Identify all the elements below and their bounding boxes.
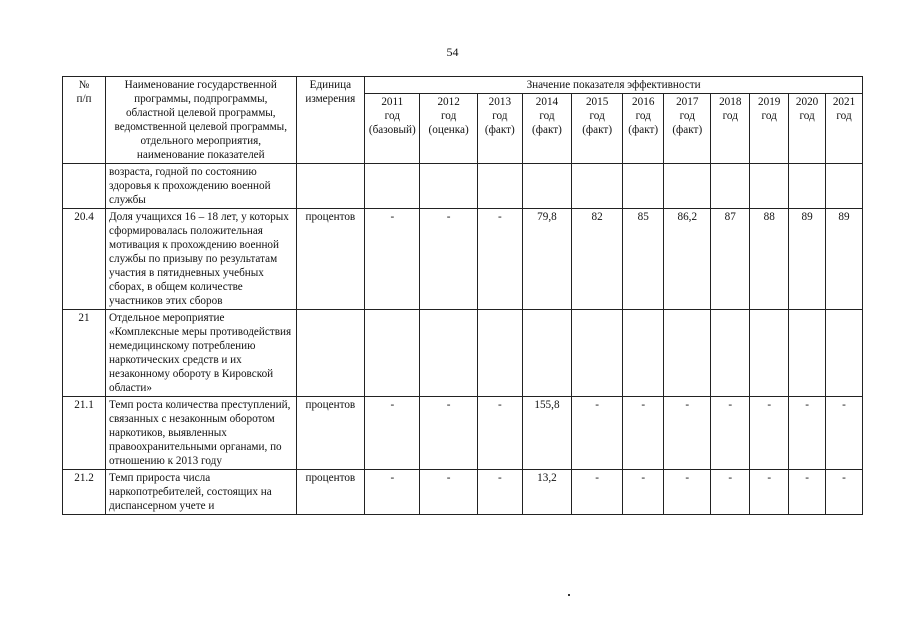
indicator-value: 82 [572,209,623,310]
row-number: 20.4 [63,209,106,310]
indicator-value: - [664,470,711,515]
header-year: 2021 год [826,94,863,164]
unit-of-measure: процентов [296,397,365,470]
indicator-value: - [623,397,664,470]
header-year: 2013 год (факт) [477,94,522,164]
indicator-name: Отдельное мероприятие «Комплексные меры противодействия немедицинскому потреблению наркотических средств и их незаконному обороту в Кировской области» [106,310,297,397]
indicator-value [420,310,477,397]
indicator-value: 79,8 [522,209,571,310]
indicator-value: - [750,470,789,515]
indicator-value [664,164,711,209]
table-row [63,397,863,470]
indicator-value: 88 [750,209,789,310]
indicator-value [711,310,750,397]
indicator-value [477,164,522,209]
indicator-value [826,310,863,397]
indicator-value: - [711,470,750,515]
table-row [63,470,863,515]
indicator-value: - [572,470,623,515]
indicator-name: Доля учащихся 16 – 18 лет, у которых сформировалась положительная мотивация к прохождению военной службы по призыву по результатам участия в пятидневных учебных сборах, в общем количестве участников этих сборов [106,209,297,310]
header-group-title: Значение показателя эффективности [365,77,863,94]
indicator-value: - [477,209,522,310]
header-year: 2015 год (факт) [572,94,623,164]
indicator-value [789,164,826,209]
indicator-value: - [826,397,863,470]
indicator-value: - [623,470,664,515]
indicator-value [572,310,623,397]
indicator-value: - [365,209,420,310]
header-num: № п/п [63,77,106,164]
row-number [63,164,106,209]
indicator-value [365,310,420,397]
header-unit: Единица измерения [296,77,365,164]
indicator-value [522,164,571,209]
indicators-table [62,76,863,515]
page-number: 54 [446,45,459,59]
row-number: 21 [63,310,106,397]
stray-dot [568,594,570,596]
unit-of-measure: процентов [296,470,365,515]
indicator-value [750,164,789,209]
indicator-value: 86,2 [664,209,711,310]
header-row-1 [63,77,863,94]
indicator-value: - [365,470,420,515]
indicator-value: - [477,470,522,515]
unit-of-measure [296,310,365,397]
indicator-value: - [420,209,477,310]
indicator-value: - [711,397,750,470]
indicator-name: Темп прироста числа наркопотребителей, состоящих на диспансерном учете и [106,470,297,515]
indicator-name: Темп роста количества преступлений, связанных с незаконным оборотом наркотиков, выявленных правоохранительными органами, по отношению к 2013 году [106,397,297,470]
header-year: 2020 год [789,94,826,164]
indicator-value [522,310,571,397]
header-year: 2011 год (базовый) [365,94,420,164]
indicator-value: - [789,397,826,470]
indicator-value: - [826,470,863,515]
indicator-value: - [750,397,789,470]
indicator-value: - [664,397,711,470]
indicator-value [420,164,477,209]
unit-of-measure: процентов [296,209,365,310]
indicator-value [750,310,789,397]
row-number: 21.1 [63,397,106,470]
indicator-value [623,164,664,209]
indicator-value: - [789,470,826,515]
indicator-value: - [420,470,477,515]
indicator-value [365,164,420,209]
row-number: 21.2 [63,470,106,515]
header-year: 2018 год [711,94,750,164]
indicator-name: возраста, годной по состоянию здоровья к прохождению военной службы [106,164,297,209]
indicator-value [826,164,863,209]
table-row [63,164,863,209]
indicator-value: - [477,397,522,470]
indicator-value: - [572,397,623,470]
unit-of-measure [296,164,365,209]
indicator-value [477,310,522,397]
indicator-value: 89 [789,209,826,310]
indicator-value: 155,8 [522,397,571,470]
indicator-value: 85 [623,209,664,310]
table-row [63,310,863,397]
indicator-value [664,310,711,397]
header-year: 2014 год (факт) [522,94,571,164]
header-name: Наименование государственной программы, подпрограммы, областной целевой программы, ведомственной целевой программы, отдельного мероприятия, наименование показателей [106,77,297,164]
indicator-value: 89 [826,209,863,310]
table-row [63,209,863,310]
indicator-value: 13,2 [522,470,571,515]
indicator-value: - [365,397,420,470]
header-year: 2019 год [750,94,789,164]
indicator-value [572,164,623,209]
header-year: 2017 год (факт) [664,94,711,164]
indicator-value: - [420,397,477,470]
header-year: 2016 год (факт) [623,94,664,164]
indicator-value [623,310,664,397]
indicator-value [789,310,826,397]
header-year: 2012 год (оценка) [420,94,477,164]
indicator-value: 87 [711,209,750,310]
indicator-value [711,164,750,209]
